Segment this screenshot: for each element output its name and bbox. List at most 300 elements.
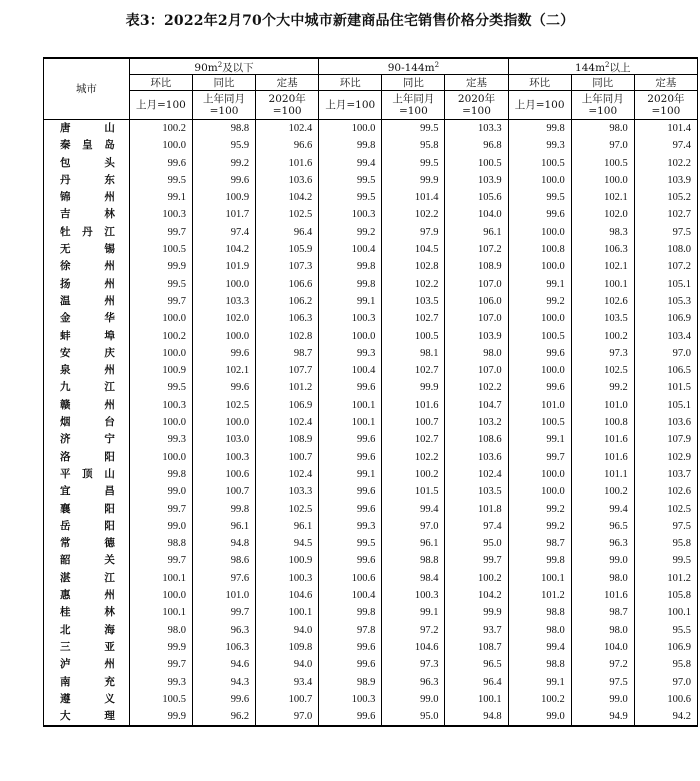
city-name-cell: 金华 [44, 310, 130, 327]
city-name-cell: 泉州 [44, 362, 130, 379]
index-value-cell: 108.7 [445, 639, 508, 656]
index-value-cell: 99.9 [129, 258, 192, 275]
index-value-cell: 99.7 [129, 224, 192, 241]
index-value-cell: 100.0 [508, 362, 571, 379]
index-value-cell: 99.8 [508, 552, 571, 569]
table-row [44, 656, 698, 673]
index-value-cell: 100.1 [445, 691, 508, 708]
index-value-cell: 96.3 [192, 622, 255, 639]
index-value-cell: 99.7 [192, 604, 255, 621]
index-value-cell: 96.5 [571, 518, 634, 535]
index-value-cell: 101.0 [192, 587, 255, 604]
index-value-cell: 104.7 [445, 397, 508, 414]
table-row [44, 501, 698, 518]
index-value-cell: 100.0 [319, 328, 382, 345]
index-value-cell: 100.5 [571, 155, 634, 172]
index-value-cell: 94.0 [256, 656, 319, 673]
table-row [44, 328, 698, 345]
city-name-cell: 惠州 [44, 587, 130, 604]
index-value-cell: 102.7 [634, 206, 697, 223]
index-value-cell: 106.2 [256, 293, 319, 310]
index-value-cell: 100.3 [129, 206, 192, 223]
index-value-cell: 99.6 [319, 708, 382, 726]
base-header-mom: 上月=100 [508, 91, 571, 120]
index-value-cell: 97.0 [634, 674, 697, 691]
table-row [44, 258, 698, 275]
index-value-cell: 94.6 [192, 656, 255, 673]
table-row [44, 155, 698, 172]
index-value-cell: 98.8 [192, 120, 255, 138]
index-value-cell: 99.9 [445, 604, 508, 621]
table-row [44, 431, 698, 448]
index-value-cell: 98.0 [571, 120, 634, 138]
index-value-cell: 99.7 [445, 552, 508, 569]
index-value-cell: 96.5 [445, 656, 508, 673]
index-value-cell: 103.6 [445, 449, 508, 466]
index-value-cell: 100.2 [382, 466, 445, 483]
city-name-cell: 丹东 [44, 172, 130, 189]
index-value-cell: 101.4 [382, 189, 445, 206]
city-name-cell: 三亚 [44, 639, 130, 656]
index-value-cell: 102.2 [382, 449, 445, 466]
table-row [44, 622, 698, 639]
index-value-cell: 97.5 [571, 674, 634, 691]
index-value-cell: 94.2 [634, 708, 697, 726]
index-value-cell: 99.0 [571, 552, 634, 569]
index-value-cell: 105.2 [634, 189, 697, 206]
index-value-cell: 99.6 [508, 345, 571, 362]
index-value-cell: 98.4 [382, 570, 445, 587]
index-value-cell: 102.0 [571, 206, 634, 223]
index-value-cell: 108.6 [445, 431, 508, 448]
index-value-cell: 102.8 [256, 328, 319, 345]
index-value-cell: 96.1 [192, 518, 255, 535]
table-row [44, 206, 698, 223]
index-value-cell: 101.6 [382, 397, 445, 414]
index-value-cell: 106.9 [256, 397, 319, 414]
index-value-cell: 104.2 [445, 587, 508, 604]
table-row [44, 587, 698, 604]
index-value-cell: 103.3 [192, 293, 255, 310]
index-value-cell: 100.0 [129, 414, 192, 431]
index-value-cell: 99.6 [319, 656, 382, 673]
index-value-cell: 100.5 [129, 241, 192, 258]
index-value-cell: 102.5 [634, 501, 697, 518]
index-value-cell: 97.6 [192, 570, 255, 587]
index-value-cell: 99.5 [382, 120, 445, 138]
city-name-cell: 宜昌 [44, 483, 130, 500]
index-value-cell: 106.5 [634, 362, 697, 379]
sub-header-mom: 环比 [129, 75, 192, 91]
city-name-cell: 吉林 [44, 206, 130, 223]
index-value-cell: 102.7 [382, 362, 445, 379]
index-value-cell: 99.3 [319, 518, 382, 535]
index-value-cell: 100.0 [508, 466, 571, 483]
index-value-cell: 99.6 [508, 206, 571, 223]
index-value-cell: 104.2 [192, 241, 255, 258]
sub-header-yoy: 同比 [382, 75, 445, 91]
index-value-cell: 99.7 [508, 449, 571, 466]
index-value-cell: 94.8 [192, 535, 255, 552]
index-value-cell: 103.2 [445, 414, 508, 431]
index-value-cell: 98.6 [192, 552, 255, 569]
index-value-cell: 100.9 [192, 189, 255, 206]
table-row [44, 362, 698, 379]
index-value-cell: 101.6 [256, 155, 319, 172]
base-header-mom: 上月=100 [129, 91, 192, 120]
index-value-cell: 100.0 [129, 449, 192, 466]
index-value-cell: 100.0 [508, 310, 571, 327]
index-value-cell: 99.2 [571, 379, 634, 396]
index-value-cell: 96.1 [445, 224, 508, 241]
index-value-cell: 99.8 [508, 120, 571, 138]
index-value-cell: 100.2 [445, 570, 508, 587]
index-value-cell: 96.1 [256, 518, 319, 535]
index-value-cell: 98.8 [508, 604, 571, 621]
index-value-cell: 99.6 [192, 172, 255, 189]
index-value-cell: 99.3 [319, 345, 382, 362]
index-value-cell: 103.3 [256, 483, 319, 500]
index-value-cell: 99.4 [382, 501, 445, 518]
table-row [44, 293, 698, 310]
city-name-cell: 遵义 [44, 691, 130, 708]
index-value-cell: 100.0 [129, 587, 192, 604]
city-name-cell: 常德 [44, 535, 130, 552]
index-value-cell: 95.0 [382, 708, 445, 726]
index-value-cell: 99.5 [129, 276, 192, 293]
city-name-cell: 扬州 [44, 276, 130, 293]
city-name-cell: 北海 [44, 622, 130, 639]
index-value-cell: 100.3 [192, 449, 255, 466]
sub-header-mom: 环比 [319, 75, 382, 91]
table-row [44, 345, 698, 362]
index-value-cell: 96.3 [382, 674, 445, 691]
city-name-cell: 锦州 [44, 189, 130, 206]
index-value-cell: 103.4 [634, 328, 697, 345]
index-value-cell: 100.0 [129, 345, 192, 362]
index-value-cell: 100.3 [129, 397, 192, 414]
base-header-yoy: 上年同月=100 [571, 91, 634, 120]
index-value-cell: 97.9 [382, 224, 445, 241]
index-value-cell: 105.8 [634, 587, 697, 604]
index-value-cell: 102.7 [382, 310, 445, 327]
index-value-cell: 99.7 [129, 501, 192, 518]
index-value-cell: 102.1 [571, 189, 634, 206]
index-value-cell: 99.4 [319, 155, 382, 172]
index-value-cell: 99.1 [508, 431, 571, 448]
index-value-cell: 99.7 [129, 552, 192, 569]
index-value-cell: 100.8 [571, 414, 634, 431]
table-row [44, 310, 698, 327]
sub-header-yoy: 同比 [571, 75, 634, 91]
index-value-cell: 98.7 [256, 345, 319, 362]
index-value-cell: 95.9 [192, 137, 255, 154]
base-header-yoy: 上年同月=100 [192, 91, 255, 120]
index-value-cell: 103.5 [445, 483, 508, 500]
index-value-cell: 100.1 [129, 604, 192, 621]
index-value-cell: 108.9 [445, 258, 508, 275]
city-name-cell: 济宁 [44, 431, 130, 448]
index-value-cell: 99.8 [192, 501, 255, 518]
table-row [44, 466, 698, 483]
index-value-cell: 99.1 [319, 293, 382, 310]
index-value-cell: 100.1 [256, 604, 319, 621]
index-value-cell: 103.5 [571, 310, 634, 327]
index-value-cell: 97.5 [634, 224, 697, 241]
index-value-cell: 104.5 [382, 241, 445, 258]
city-name-cell: 赣州 [44, 397, 130, 414]
index-value-cell: 98.0 [508, 622, 571, 639]
index-value-cell: 100.9 [256, 552, 319, 569]
group-header-medium: $90-144m^2$ [319, 58, 508, 75]
index-value-cell: 99.6 [319, 552, 382, 569]
index-value-cell: 93.7 [445, 622, 508, 639]
index-value-cell: 101.5 [382, 483, 445, 500]
table-row [44, 241, 698, 258]
index-value-cell: 102.6 [634, 483, 697, 500]
index-value-cell: 96.1 [382, 535, 445, 552]
index-value-cell: 99.2 [508, 518, 571, 535]
city-name-cell: 南充 [44, 674, 130, 691]
index-value-cell: 99.4 [571, 501, 634, 518]
sub-header-fixed: 定基 [634, 75, 697, 91]
city-name-cell: 九江 [44, 379, 130, 396]
index-value-cell: 99.1 [319, 466, 382, 483]
index-value-cell: 99.6 [508, 379, 571, 396]
index-value-cell: 100.0 [508, 172, 571, 189]
table-row [44, 276, 698, 293]
index-value-cell: 99.7 [129, 656, 192, 673]
city-name-cell: 包头 [44, 155, 130, 172]
index-value-cell: 97.4 [634, 137, 697, 154]
index-value-cell: 95.8 [634, 535, 697, 552]
table-row [44, 674, 698, 691]
index-value-cell: 107.0 [445, 362, 508, 379]
table-row [44, 518, 698, 535]
index-value-cell: 106.3 [192, 639, 255, 656]
index-value-cell: 95.5 [634, 622, 697, 639]
index-value-cell: 99.6 [192, 691, 255, 708]
city-name-cell: 平顶山 [44, 466, 130, 483]
index-value-cell: 99.2 [508, 293, 571, 310]
index-value-cell: 103.9 [634, 172, 697, 189]
index-value-cell: 101.9 [192, 258, 255, 275]
table-row [44, 552, 698, 569]
index-value-cell: 102.2 [634, 155, 697, 172]
index-value-cell: 98.7 [508, 535, 571, 552]
table-row [44, 397, 698, 414]
index-value-cell: 99.6 [319, 379, 382, 396]
index-value-cell: 100.2 [508, 691, 571, 708]
index-value-cell: 99.2 [508, 501, 571, 518]
index-value-cell: 101.2 [256, 379, 319, 396]
index-value-cell: 99.7 [129, 293, 192, 310]
index-value-cell: 94.8 [445, 708, 508, 726]
index-value-cell: 102.0 [192, 310, 255, 327]
index-value-cell: 100.1 [508, 570, 571, 587]
index-value-cell: 97.2 [571, 656, 634, 673]
index-value-cell: 100.6 [192, 466, 255, 483]
index-value-cell: 102.5 [256, 206, 319, 223]
index-value-cell: 103.9 [445, 328, 508, 345]
table-row [44, 535, 698, 552]
index-value-cell: 100.2 [571, 483, 634, 500]
index-value-cell: 100.5 [382, 328, 445, 345]
index-value-cell: 99.9 [129, 708, 192, 726]
index-value-cell: 98.3 [571, 224, 634, 241]
index-value-cell: 104.6 [256, 587, 319, 604]
index-value-cell: 97.4 [445, 518, 508, 535]
city-name-cell: 洛阳 [44, 449, 130, 466]
index-value-cell: 99.6 [129, 155, 192, 172]
index-value-cell: 100.4 [319, 362, 382, 379]
index-value-cell: 102.8 [382, 258, 445, 275]
index-value-cell: 100.6 [319, 570, 382, 587]
index-value-cell: 99.0 [129, 483, 192, 500]
index-value-cell: 102.4 [256, 414, 319, 431]
city-name-cell: 牡丹江 [44, 224, 130, 241]
index-value-cell: 99.5 [319, 535, 382, 552]
index-value-cell: 100.0 [192, 414, 255, 431]
index-value-cell: 100.3 [382, 587, 445, 604]
city-name-cell: 徐州 [44, 258, 130, 275]
index-value-cell: 98.0 [445, 345, 508, 362]
table-row [44, 483, 698, 500]
index-value-cell: 100.3 [319, 206, 382, 223]
index-value-cell: 98.9 [319, 674, 382, 691]
index-value-cell: 103.6 [256, 172, 319, 189]
base-header-fixed: 2020年=100 [634, 91, 697, 120]
index-value-cell: 106.9 [634, 310, 697, 327]
index-value-cell: 104.0 [571, 639, 634, 656]
index-value-cell: 99.2 [319, 224, 382, 241]
index-value-cell: 109.8 [256, 639, 319, 656]
index-value-cell: 99.5 [319, 172, 382, 189]
index-value-cell: 99.8 [319, 137, 382, 154]
table-row [44, 708, 698, 726]
index-value-cell: 97.3 [571, 345, 634, 362]
group-header-large: $144m^2$以上 [508, 58, 697, 75]
base-header-mom: 上月=100 [319, 91, 382, 120]
index-value-cell: 100.0 [129, 137, 192, 154]
index-value-cell: 100.1 [129, 570, 192, 587]
index-value-cell: 107.0 [445, 276, 508, 293]
index-value-cell: 99.1 [129, 189, 192, 206]
index-value-cell: 99.1 [508, 674, 571, 691]
index-value-cell: 94.9 [571, 708, 634, 726]
index-value-cell: 107.2 [634, 258, 697, 275]
index-value-cell: 104.6 [382, 639, 445, 656]
index-value-cell: 100.9 [129, 362, 192, 379]
index-value-cell: 104.2 [256, 189, 319, 206]
table-row [44, 189, 698, 206]
index-value-cell: 106.9 [634, 639, 697, 656]
index-value-cell: 98.0 [571, 622, 634, 639]
index-value-cell: 103.0 [192, 431, 255, 448]
index-value-cell: 100.3 [319, 691, 382, 708]
index-value-cell: 102.2 [382, 206, 445, 223]
index-value-cell: 102.6 [571, 293, 634, 310]
index-value-cell: 101.8 [445, 501, 508, 518]
index-value-cell: 99.6 [319, 483, 382, 500]
index-value-cell: 97.4 [192, 224, 255, 241]
index-value-cell: 98.8 [508, 656, 571, 673]
index-value-cell: 99.6 [319, 449, 382, 466]
index-value-cell: 107.2 [445, 241, 508, 258]
index-value-cell: 99.3 [508, 137, 571, 154]
table-row [44, 414, 698, 431]
city-name-cell: 烟台 [44, 414, 130, 431]
index-value-cell: 100.7 [382, 414, 445, 431]
index-value-cell: 103.9 [445, 172, 508, 189]
sub-header-mom: 环比 [508, 75, 571, 91]
city-name-cell: 唐山 [44, 120, 130, 138]
index-value-cell: 99.2 [192, 155, 255, 172]
index-value-cell: 102.9 [634, 449, 697, 466]
index-value-cell: 99.0 [382, 691, 445, 708]
index-value-cell: 97.0 [571, 137, 634, 154]
index-value-cell: 101.0 [571, 397, 634, 414]
index-value-cell: 96.4 [256, 224, 319, 241]
base-header-fixed: 2020年=100 [256, 91, 319, 120]
index-value-cell: 100.0 [508, 258, 571, 275]
city-name-cell: 安庆 [44, 345, 130, 362]
index-value-cell: 102.2 [445, 379, 508, 396]
index-value-cell: 106.3 [256, 310, 319, 327]
index-value-cell: 100.3 [256, 570, 319, 587]
sub-header-fixed: 定基 [445, 75, 508, 91]
index-value-cell: 97.0 [256, 708, 319, 726]
index-value-cell: 99.6 [319, 639, 382, 656]
index-value-cell: 99.1 [508, 276, 571, 293]
index-value-cell: 100.8 [508, 241, 571, 258]
index-value-cell: 103.5 [382, 293, 445, 310]
index-value-cell: 102.4 [256, 466, 319, 483]
index-value-cell: 101.2 [508, 587, 571, 604]
table-row [44, 449, 698, 466]
index-value-cell: 100.4 [319, 587, 382, 604]
index-value-cell: 99.0 [129, 518, 192, 535]
index-value-cell: 102.7 [382, 431, 445, 448]
index-value-cell: 99.8 [319, 258, 382, 275]
city-name-cell: 蚌埠 [44, 328, 130, 345]
index-value-cell: 95.0 [445, 535, 508, 552]
index-value-cell: 105.1 [634, 397, 697, 414]
index-value-cell: 100.2 [571, 328, 634, 345]
index-value-cell: 101.7 [192, 206, 255, 223]
index-value-cell: 100.0 [192, 276, 255, 293]
index-value-cell: 99.8 [319, 276, 382, 293]
index-value-cell: 96.4 [445, 674, 508, 691]
sub-header-yoy: 同比 [192, 75, 255, 91]
index-value-cell: 102.5 [571, 362, 634, 379]
table-row [44, 691, 698, 708]
city-name-cell: 湛江 [44, 570, 130, 587]
city-name-cell: 温州 [44, 293, 130, 310]
index-value-cell: 107.3 [256, 258, 319, 275]
index-value-cell: 107.7 [256, 362, 319, 379]
index-value-cell: 100.5 [508, 155, 571, 172]
index-value-cell: 96.2 [192, 708, 255, 726]
index-value-cell: 100.0 [571, 172, 634, 189]
index-value-cell: 105.6 [445, 189, 508, 206]
index-value-cell: 100.7 [192, 483, 255, 500]
index-value-cell: 106.0 [445, 293, 508, 310]
group-header-small: $90m^2$及以下 [129, 58, 318, 75]
price-index-table-container [43, 57, 700, 727]
index-value-cell: 105.3 [634, 293, 697, 310]
index-value-cell: 101.1 [571, 466, 634, 483]
